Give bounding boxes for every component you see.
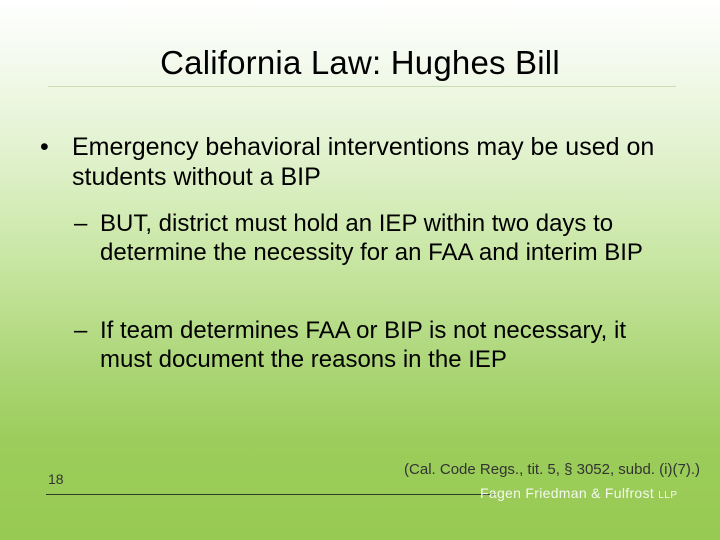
bullet-text: Emergency behavioral interventions may be used on students without a BIP [72,133,655,191]
title-divider [48,86,676,87]
legal-citation: (Cal. Code Regs., tit. 5, § 3052, subd. (i)(7).) [404,461,700,478]
firm-name: Fagen Friedman & Fulfrost [480,485,655,501]
sub-bullet-marker: – [74,317,88,344]
bullet-marker: • [40,133,49,161]
slide-title: California Law: Hughes Bill [160,44,560,81]
firm-suffix: LLP [658,490,678,501]
sub-bullet-marker: – [74,210,88,237]
sub-bullet-text: BUT, district must hold an IEP within two days to determine the necessity for an FAA and interim BIP [100,210,643,266]
page-number: 18 [48,471,64,487]
sub-bullet-text: If team determines FAA or BIP is not necessary, it must document the reasons in the IEP [100,317,627,373]
footer-divider [46,494,496,495]
firm-logo [480,485,678,501]
